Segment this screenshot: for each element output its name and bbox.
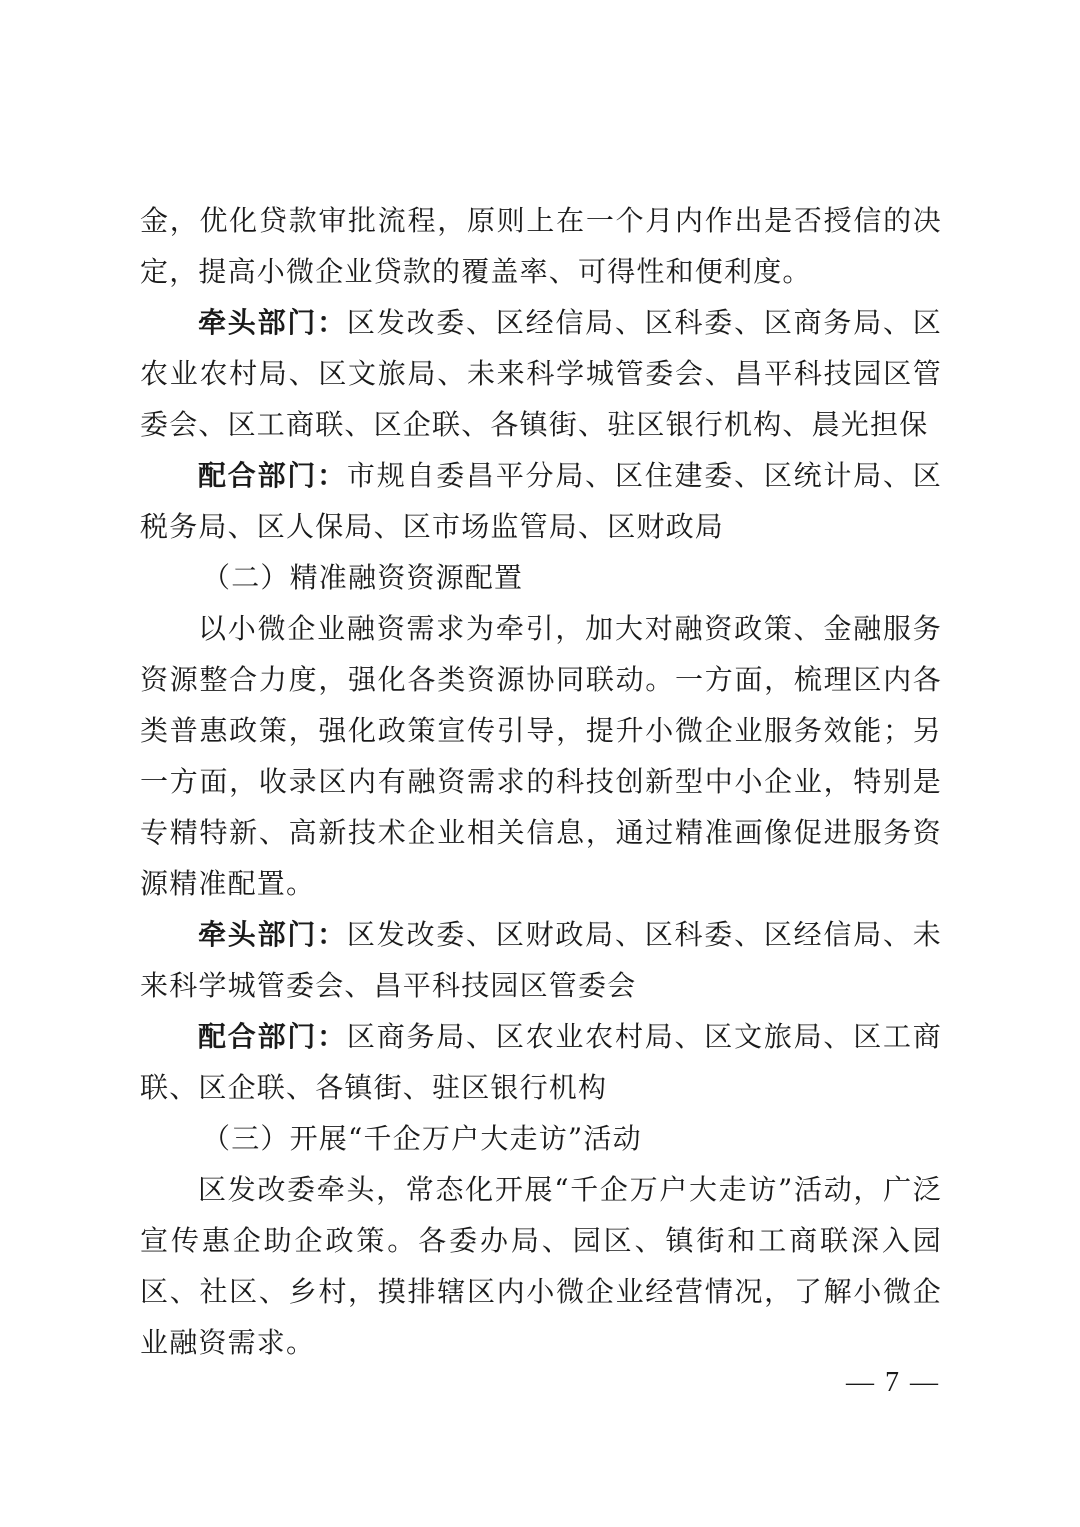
- paragraph-continuation: 金，优化贷款审批流程，原则上在一个月内作出是否授信的决定，提高小微企业贷款的覆盖率、可得性和便利度。: [140, 204, 942, 288]
- cooperating-departments-text-2: 区商务局、区农业农村局、区文旅局、区工商联、区企联、各镇街、驻区银行机构: [140, 1020, 942, 1104]
- document-body: [140, 195, 942, 1368]
- cooperating-departments-paragraph-2: [140, 1011, 942, 1113]
- lead-departments-label: 牵头部门：: [198, 306, 347, 339]
- lead-departments-paragraph: [140, 297, 942, 450]
- cooperating-departments-text: 市规自委昌平分局、区住建委、区统计局、区税务局、区人保局、区市场监管局、区财政局: [140, 459, 942, 543]
- lead-departments-text-2: 区发改委、区财政局、区科委、区经信局、未来科学城管委会、昌平科技园区管委会: [140, 918, 942, 1002]
- page-number: — 7 —: [846, 1367, 940, 1398]
- section-heading-3: （三）开展“千企万户大走访”活动: [202, 1122, 642, 1155]
- lead-departments-text: 区发改委、区经信局、区科委、区商务局、区农业农村局、区文旅局、未来科学城管委会、昌平科技园区管委会、区工商联、区企联、各镇街、驻区银行机构、晨光担保: [140, 306, 942, 441]
- lead-departments-label-2: 牵头部门：: [198, 918, 347, 951]
- section-2-body: 以小微企业融资需求为牵引，加大对融资政策、金融服务资源整合力度，强化各类资源协同联动。一方面，梳理区内各类普惠政策，强化政策宣传引导，提升小微企业服务效能；另一方面，收录区内有融资需求的科技创新型中小企业，特别是专精特新、高新技术企业相关信息，通过精准画像促进服务资源精准配置。: [140, 612, 942, 900]
- cooperating-departments-label: 配合部门：: [198, 459, 347, 492]
- section-heading-2: （二）精准融资资源配置: [202, 561, 524, 594]
- cooperating-departments-label-2: 配合部门：: [198, 1020, 347, 1053]
- section-3-body: 区发改委牵头，常态化开展“千企万户大走访”活动，广泛宣传惠企助企政策。各委办局、园区、镇街和工商联深入园区、社区、乡村，摸排辖区内小微企业经营情况，了解小微企业融资需求。: [140, 1173, 942, 1359]
- lead-departments-paragraph-2: [140, 909, 942, 1011]
- cooperating-departments-paragraph: [140, 450, 942, 552]
